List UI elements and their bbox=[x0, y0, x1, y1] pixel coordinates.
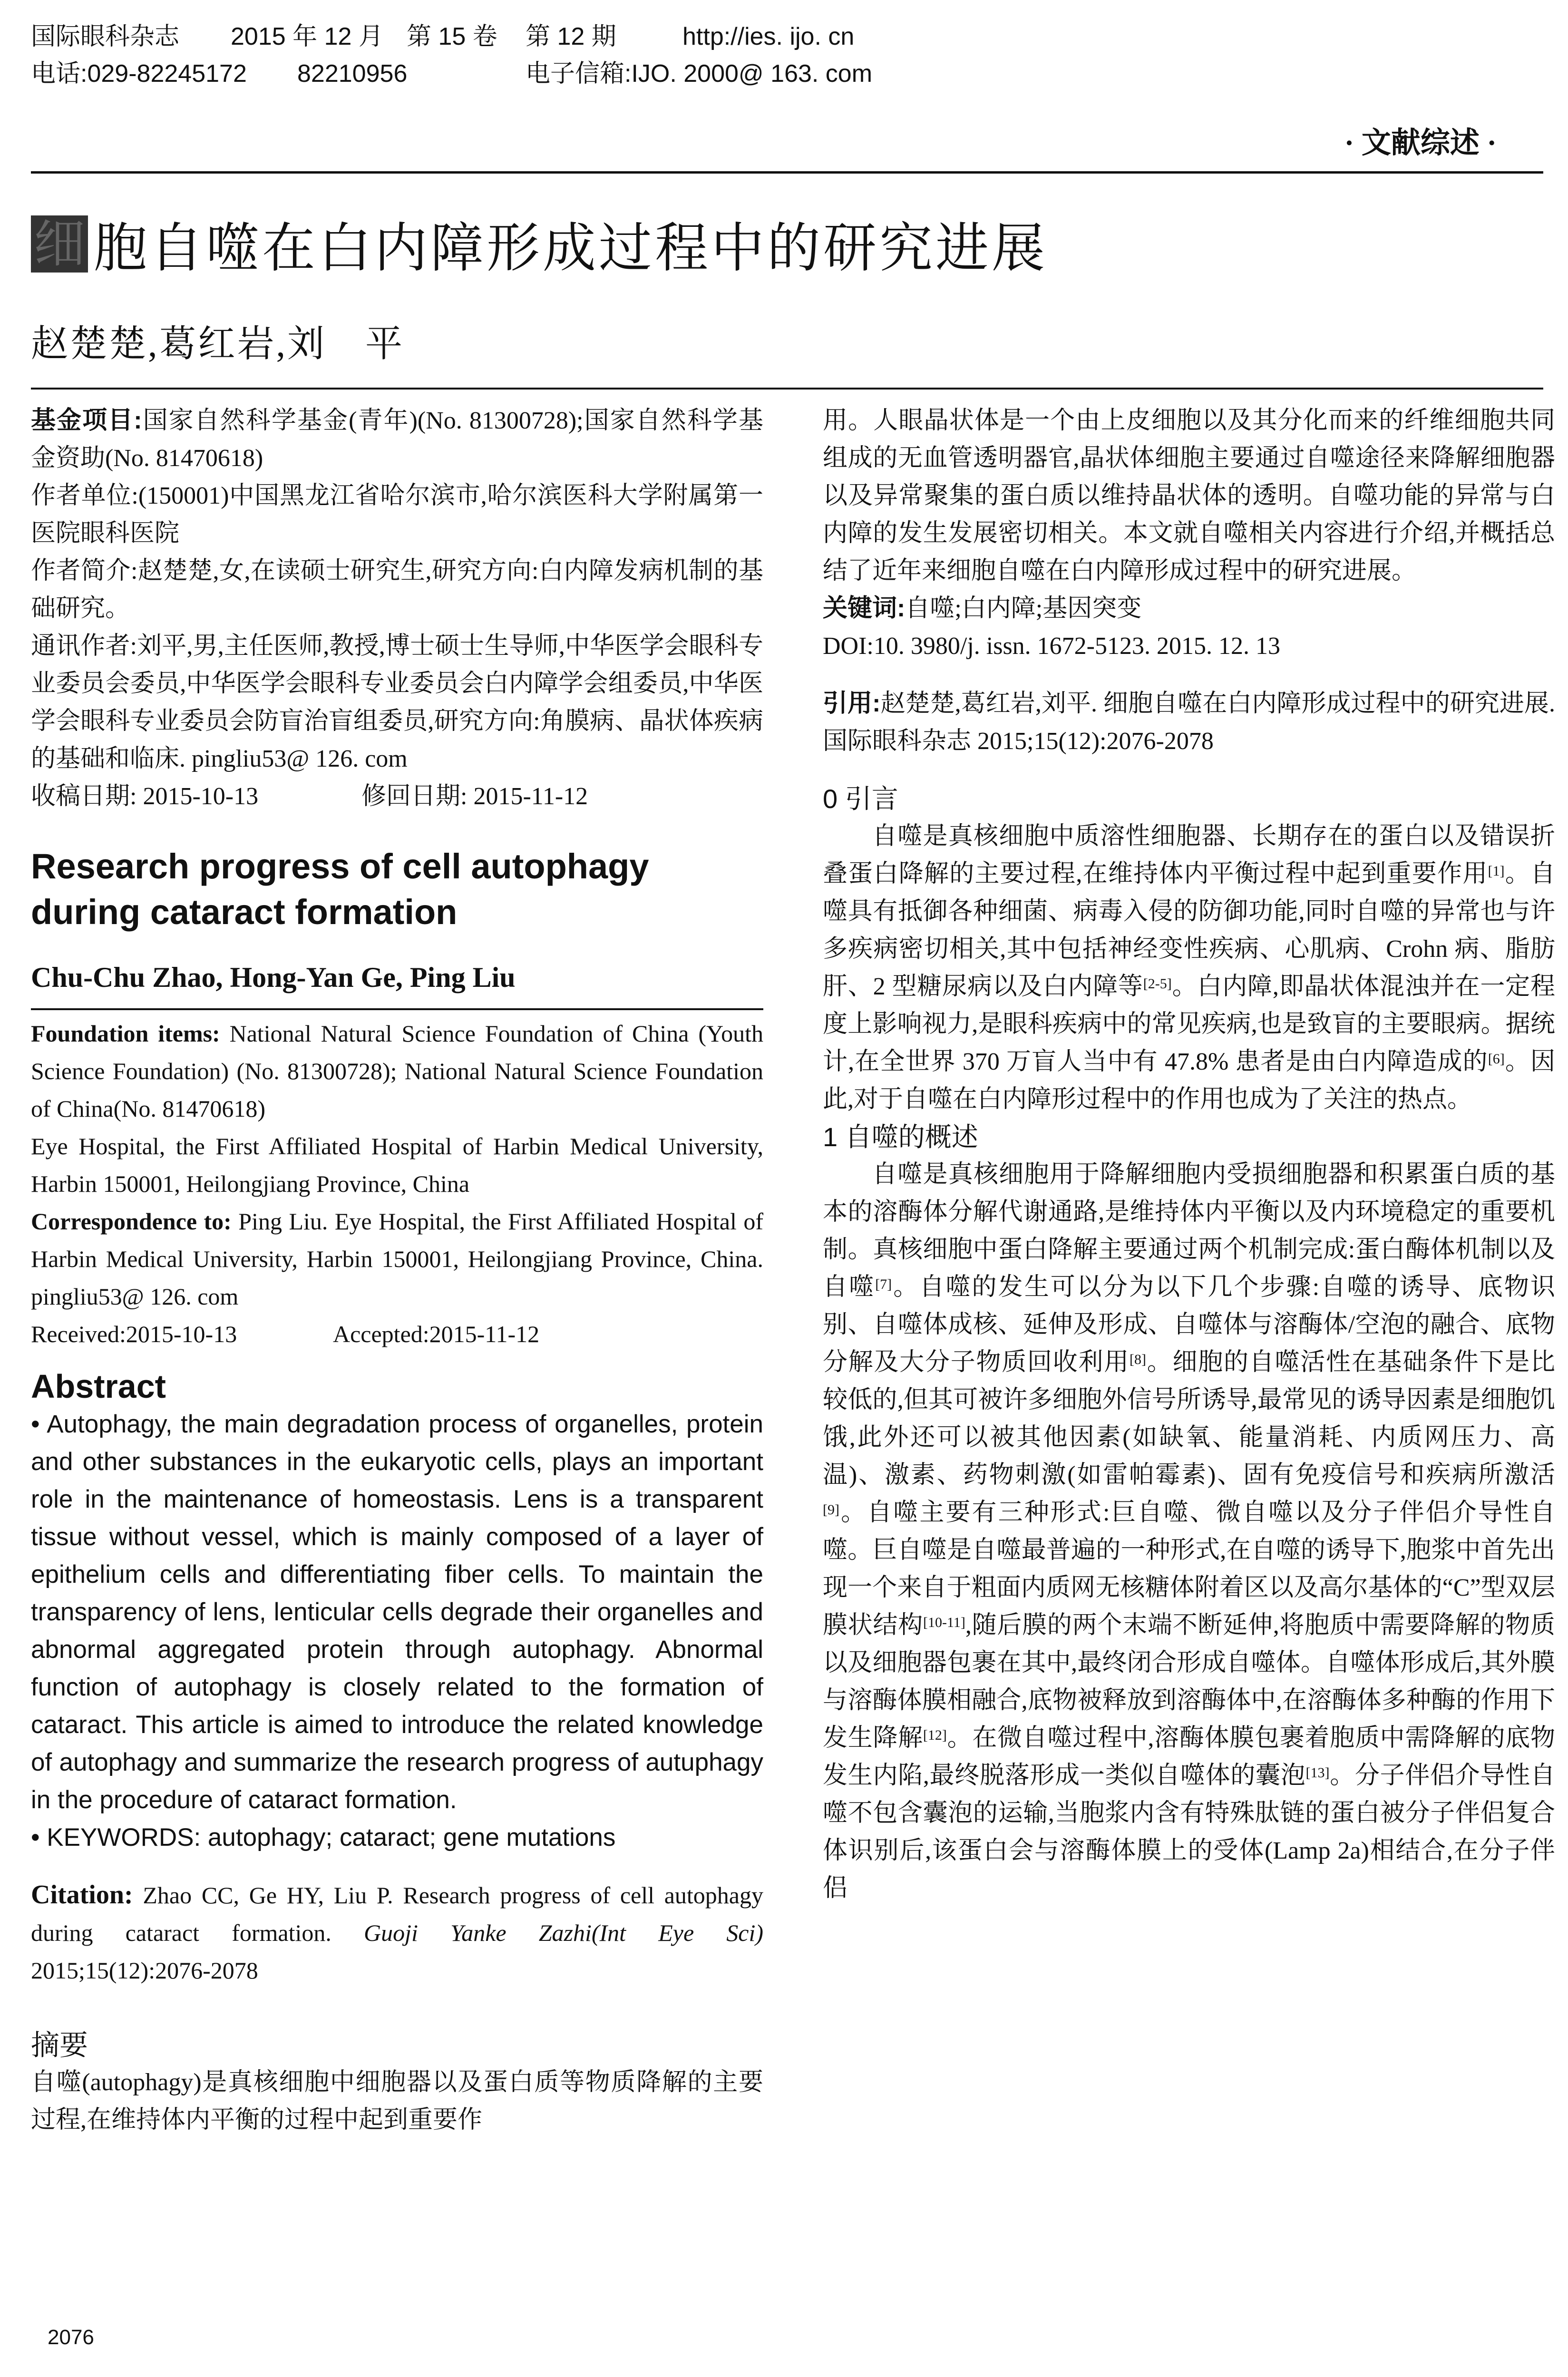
phone-1: 电话:029-82245172 bbox=[31, 60, 247, 88]
correspondence-label: Correspondence to: bbox=[31, 1208, 232, 1235]
section-0-paragraph bbox=[823, 818, 1555, 1118]
english-authors-divider bbox=[31, 1008, 763, 1010]
phone-2: 82210956 bbox=[297, 60, 408, 88]
citation-label: Citation: bbox=[31, 1880, 133, 1909]
volume: 第 15 卷 bbox=[407, 23, 497, 50]
issue-date: 2015 年 12 月 bbox=[231, 23, 383, 50]
section-1-heading: 1 自噬的概述 bbox=[823, 1122, 978, 1152]
section-1-text-c: 。细胞的自噬活性在基础条件下是比较低的,但其可被许多细胞外信号所诱导,最常见的诱导因素是细胞饥饿,此外还可以被其他因素(如缺氧、能量消耗、内质网压力、高温)、激素、药物刺激(如雷帕霉素)、固有免疫信号和疾病所激活 bbox=[823, 1349, 1555, 1489]
funding-label: 基金项目: bbox=[31, 407, 142, 434]
right-column bbox=[823, 402, 1555, 1907]
received-date-en: Received:2015-10-13 bbox=[31, 1321, 237, 1347]
citation-ref[interactable]: [12] bbox=[923, 1727, 947, 1743]
chinese-abstract-heading: 摘要 bbox=[31, 2029, 88, 2061]
section-0-text-d: 。因此,对于自噬在白内障形过程中的作用也成为了关注的热点。 bbox=[823, 1048, 1555, 1113]
keywords-text: 自噬;白内障;基因突变 bbox=[905, 595, 1142, 622]
citation-ref[interactable]: [9] bbox=[823, 1502, 839, 1518]
correspondence-text: Ping Liu. Eye Hospital, the First Affiliated Hospital of Harbin Medical University, Harbin 150001, Heilongjiang Province, China. pingliu53@ 126. com bbox=[31, 1208, 763, 1310]
keywords-label: 关键词: bbox=[823, 594, 906, 622]
english-authors: Chu-Chu Zhao, Hong-Yan Ge, Ping Liu bbox=[31, 962, 516, 993]
page-number: 2076 bbox=[48, 2326, 94, 2349]
header-divider bbox=[31, 171, 1543, 174]
english-citation bbox=[31, 1876, 763, 1989]
left-column bbox=[31, 402, 763, 2139]
citation-ref[interactable]: [8] bbox=[1130, 1352, 1146, 1367]
article-title-row bbox=[31, 205, 1048, 282]
section-1-text-e: ,随后膜的两个末端不断延伸,将胞质中需要降解的物质以及细胞器包裹在其中,最终闭合形成自噬体。自噬体形成后,其外膜与溶酶体膜相融合,底物被释放到溶酶体中,在溶酶体多种酶的作用下发生降解 bbox=[823, 1612, 1555, 1752]
funding-info bbox=[31, 402, 763, 477]
citation-journal: Guoji Yanke Zazhi(Int Eye Sci) bbox=[363, 1919, 763, 1946]
citation-ref[interactable]: [2-5] bbox=[1143, 976, 1172, 992]
citation-text-cn: 赵楚楚,葛红岩,刘平. 细胞自噬在白内障形成过程中的研究进展. 国际眼科杂志 2015;15(12):2076-2078 bbox=[823, 690, 1555, 755]
citation-text-a: Zhao CC, Ge HY, Liu P. Research progress of cell autophagy during cataract formation. bbox=[31, 1882, 763, 1946]
author-list: 赵楚楚,葛红岩,刘 平 bbox=[31, 323, 405, 364]
authors-divider bbox=[31, 388, 1543, 390]
chinese-abstract-continued: 用。人眼晶状体是一个由上皮细胞以及其分化而来的纤维细胞共同组成的无血管透明器官,晶状体细胞主要通过自噬途径来降解细胞器以及异常聚集的蛋白质以维持晶状体的透明。自噬功能的异常与白内障的发生发展密切相关。本文就自噬相关内容进行介绍,并概括总结了近年来细胞自噬在白内障形成过程中的研究进展。 bbox=[823, 407, 1555, 585]
chinese-keywords bbox=[823, 590, 1555, 627]
english-keywords: • KEYWORDS: autophagy; cataract; gene mutations bbox=[31, 1823, 616, 1851]
abstract-heading: Abstract bbox=[31, 1368, 166, 1405]
received-date: 收稿日期: 2015-10-13 bbox=[31, 783, 259, 810]
english-title: Research progress of cell autophagy during cataract formation bbox=[31, 847, 649, 932]
title-initial-block: 细 bbox=[31, 215, 88, 273]
citation-label-cn: 引用: bbox=[823, 690, 881, 717]
section-0-text-c: 。白内障,即晶状体混浊并在一定程度上影响视力,是眼科疾病中的常见疾病,也是致盲的主要眼病。据统计,在全世界 370 万盲人当中有 47.8% 患者是由白内障造成的 bbox=[823, 973, 1555, 1075]
citation-ref[interactable]: [7] bbox=[875, 1276, 892, 1292]
author-affiliation: 作者单位:(150001)中国黑龙江省哈尔滨市,哈尔滨医科大学附属第一医院眼科医院 bbox=[31, 482, 763, 547]
journal-url[interactable]: http://ies. ijo. cn bbox=[682, 23, 855, 50]
english-dates bbox=[31, 1315, 763, 1353]
section-1-text-g: 。分子伴侣介导性自噬不包含囊泡的运输,当胞浆内含有特殊肽链的蛋白被分子伴侣复合体识别后,该蛋白会与溶酶体膜上的受体(Lamp 2a)相结合,在分子伴侣 bbox=[823, 1762, 1555, 1902]
english-abstract: • Autophagy, the main degradation process of organelles, protein and other substances in the eukaryotic cells, plays an important role in the maintenance of homeostasis. Lens is a transparent tissue without vessel, which is mainly composed of a layer of epithelium cells and differentiating fiber cells. To maintain the transparency of lens, lenticular cells degrade their organelles and abnormal aggregated protein through autophagy. Abnormal function of autophagy is closely related to the formation of cataract. This article is aimed to introduce the related knowledge of autophagy and summarize the research progress of autuphagy in the procedure of cataract formation. bbox=[31, 1410, 763, 1814]
article-title: 胞自噬在白内障形成过程中的研究进展 bbox=[94, 218, 1048, 278]
citation-ref[interactable]: [1] bbox=[1488, 863, 1505, 879]
citation-ref[interactable]: [6] bbox=[1488, 1051, 1505, 1067]
journal-email[interactable]: 电子信箱:IJO. 2000@ 163. com bbox=[526, 60, 873, 88]
foundation-text: National Natural Science Foundation of China (Youth Science Foundation) (No. 81300728); National Natural Science Foundation of China(No. 81470618) bbox=[31, 1020, 763, 1122]
citation-ref[interactable]: [13] bbox=[1305, 1765, 1330, 1781]
section-1-text-b: 。自噬的发生可以分为以下几个步骤:自噬的诱导、底物识别、自噬体成核、延伸及形成、自噬体与溶酶体/空泡的融合、底物分解及大分子物质回收利用 bbox=[823, 1274, 1555, 1376]
cn-dates bbox=[31, 778, 763, 815]
issue-number: 第 12 期 bbox=[526, 23, 616, 50]
chinese-abstract-start: 自噬(autophagy)是真核细胞中细胞器以及蛋白质等物质降解的主要过程,在维持体内平衡的过程中起到重要作 bbox=[31, 2069, 763, 2133]
accepted-date-en: Accepted:2015-11-12 bbox=[333, 1321, 540, 1347]
citation-text-b: 2015;15(12):2076-2078 bbox=[31, 1957, 258, 1984]
corresponding-author: 通讯作者:刘平,男,主任医师,教授,博士硕士生导师,中华医学会眼科专业委员会委员,中华医学会眼科专业委员会白内障学会组委员,中华医学会眼科专业委员会防盲治盲组委员,研究方向:角膜病、晶状体疾病的基础和临床. pingliu53@ 126. com bbox=[31, 633, 763, 772]
section-1-text-f: 。在微自噬过程中,溶酶体膜包裹着胞质中需降解的底物发生内陷,最终脱落形成一类似自噬体的囊泡 bbox=[823, 1724, 1555, 1789]
citation-ref[interactable]: [10-11] bbox=[923, 1615, 965, 1630]
funding-text: 国家自然科学基金(青年)(No. 81300728);国家自然科学基金资助(No. 81470618) bbox=[31, 407, 763, 472]
foundation-label: Foundation items: bbox=[31, 1020, 220, 1047]
section-tag: · 文献综述 · bbox=[1344, 127, 1497, 159]
section-1-text-a: 自噬是真核细胞用于降解细胞内受损细胞器和积累蛋白质的基本的溶酶体分解代谢通路,是维持体内平衡以及内环境稳定的重要机制。真核细胞中蛋白降解主要通过两个机制完成:蛋白酶体机制以及自噬 bbox=[823, 1161, 1555, 1301]
chinese-citation bbox=[823, 685, 1555, 760]
section-0-text-a: 自噬是真核细胞中质溶性细胞器、长期存在的蛋白以及错误折叠蛋白降解的主要过程,在维持体内平衡过程中起到重要作用 bbox=[823, 823, 1555, 887]
revised-date: 修回日期: 2015-11-12 bbox=[361, 783, 588, 810]
foundation-items bbox=[31, 1015, 763, 1128]
section-1-text-d: 。自噬主要有三种形式:巨自噬、微自噬以及分子伴侣介导性自噬。巨自噬是自噬最普遍的一种形式,在自噬的诱导下,胞浆中首先出现一个来自于粗面内质网无核糖体附着区以及高尔基体的“C”型双层膜状结构 bbox=[823, 1499, 1555, 1639]
correspondence bbox=[31, 1203, 763, 1315]
english-affiliation: Eye Hospital, the First Affiliated Hospital of Harbin Medical University, Harbin 150001, Heilongjiang Province, China bbox=[31, 1133, 763, 1197]
doi[interactable]: DOI:10. 3980/j. issn. 1672-5123. 2015. 12. 13 bbox=[823, 633, 1280, 660]
section-0-heading: 0 引言 bbox=[823, 784, 898, 814]
section-0-text-b: 。自噬具有抵御各种细菌、病毒入侵的防御功能,同时自噬的异常也与许多疾病密切相关,其中包括神经变性疾病、心肌病、Crohn 病、脂肪肝、2 型糖尿病以及白内障等 bbox=[823, 860, 1555, 1000]
running-header bbox=[31, 18, 1543, 92]
journal-name: 国际眼科杂志 bbox=[31, 23, 180, 50]
author-bio: 作者简介:赵楚楚,女,在读硕士研究生,研究方向:白内障发病机制的基础研究。 bbox=[31, 557, 763, 622]
section-1-paragraph bbox=[823, 1156, 1555, 1907]
